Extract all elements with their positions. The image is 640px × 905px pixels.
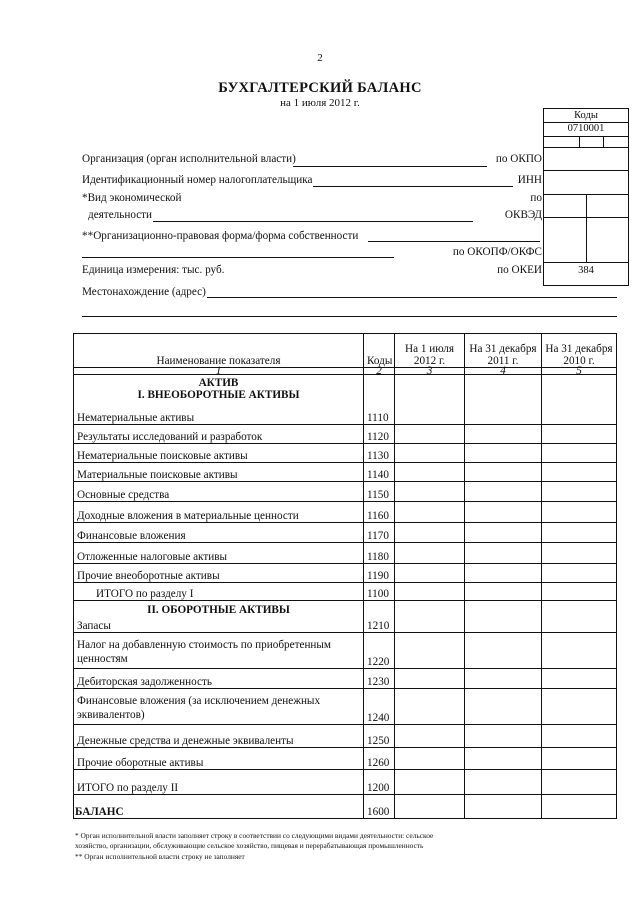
value-cell[interactable] bbox=[542, 633, 617, 669]
table-header-row bbox=[74, 334, 617, 368]
section-1-title: I. ВНЕОБОРОТНЫЕ АКТИВЫ bbox=[74, 389, 364, 405]
okopf-label: по ОКОПФ/ОКФС bbox=[452, 246, 542, 258]
value-cell[interactable] bbox=[395, 689, 465, 725]
organization-field[interactable] bbox=[293, 166, 487, 167]
row-name: Прочие внеоборотные активы bbox=[74, 564, 364, 583]
table-row bbox=[74, 633, 617, 669]
value-cell[interactable] bbox=[395, 543, 465, 564]
section-2-title: II. ОБОРОТНЫЕ АКТИВЫ bbox=[74, 601, 364, 616]
legal-form-label: **Организационно-правовая форма/форма собственности bbox=[82, 230, 359, 242]
row-code: 1160 bbox=[364, 502, 395, 523]
table-row bbox=[74, 482, 617, 502]
row-code: 1130 bbox=[364, 444, 395, 463]
codes-box bbox=[543, 122, 629, 286]
header-name: Наименование показателя bbox=[74, 334, 364, 368]
page-number: 2 bbox=[317, 52, 323, 64]
row-code: 1250 bbox=[364, 725, 395, 748]
row-code: 1260 bbox=[364, 748, 395, 770]
activity-label-1: *Вид экономической bbox=[82, 192, 182, 204]
row-code: 1110 bbox=[364, 405, 395, 425]
value-cell[interactable] bbox=[465, 482, 542, 502]
organization-label: Организация (орган исполнительной власти) bbox=[82, 153, 296, 165]
value-cell[interactable] bbox=[542, 689, 617, 725]
okpo-label: по ОКПО bbox=[495, 153, 542, 165]
location-label: Местонахождение (адрес) bbox=[82, 286, 206, 298]
row-name: Денежные средства и денежные эквиваленты bbox=[74, 725, 364, 748]
value-cell[interactable] bbox=[395, 770, 465, 795]
row-name: Материальные поисковые активы bbox=[74, 463, 364, 482]
value-cell[interactable] bbox=[542, 405, 617, 425]
row-name: Основные средства bbox=[74, 482, 364, 502]
inn-label: ИНН bbox=[517, 174, 542, 186]
location-field-2[interactable] bbox=[82, 316, 617, 317]
value-cell[interactable] bbox=[542, 725, 617, 748]
value-cell[interactable] bbox=[465, 689, 542, 725]
row-code: 1120 bbox=[364, 425, 395, 444]
value-cell[interactable] bbox=[395, 502, 465, 523]
form-date: на 1 июля 2012 г. bbox=[280, 97, 360, 109]
table-row bbox=[74, 543, 617, 564]
value-cell[interactable] bbox=[465, 770, 542, 795]
value-cell[interactable] bbox=[542, 543, 617, 564]
footnote-3: ** Орган исполнительной власти строку не заполняет bbox=[75, 852, 245, 861]
value-cell[interactable] bbox=[542, 770, 617, 795]
table-row bbox=[74, 616, 617, 633]
table-row bbox=[74, 463, 617, 482]
value-cell[interactable] bbox=[395, 583, 465, 601]
value-cell[interactable] bbox=[542, 748, 617, 770]
value-cell[interactable] bbox=[542, 425, 617, 444]
codes-header: Коды bbox=[543, 108, 629, 123]
row-name: БАЛАНС bbox=[74, 795, 364, 819]
row-name: Финансовые вложения bbox=[74, 523, 364, 543]
value-cell[interactable] bbox=[465, 633, 542, 669]
value-cell[interactable] bbox=[395, 425, 465, 444]
row-name: Финансовые вложения (за исключением денежных эквивалентов) bbox=[74, 689, 364, 725]
row-name: Прочие оборотные активы bbox=[74, 748, 364, 770]
row-name: Отложенные налоговые активы bbox=[74, 543, 364, 564]
index-cell: 5 bbox=[542, 368, 617, 375]
value-cell[interactable] bbox=[542, 795, 617, 819]
table-row bbox=[74, 405, 617, 425]
row-code: 1600 bbox=[364, 795, 395, 819]
table-row bbox=[74, 425, 617, 444]
header-col3: На 31 декабря 2010 г. bbox=[542, 334, 617, 368]
value-cell[interactable] bbox=[542, 616, 617, 633]
table-row-balance bbox=[74, 795, 617, 819]
index-cell: 1 bbox=[74, 368, 364, 375]
form-code: 0710001 bbox=[567, 123, 605, 134]
table-row-total bbox=[74, 770, 617, 795]
legal-form-field[interactable] bbox=[368, 241, 540, 242]
value-cell[interactable] bbox=[465, 748, 542, 770]
value-cell[interactable] bbox=[465, 425, 542, 444]
value-cell[interactable] bbox=[542, 564, 617, 583]
value-cell[interactable] bbox=[542, 669, 617, 689]
value-cell[interactable] bbox=[395, 725, 465, 748]
inn-label-left: Идентификационный номер налогоплательщика bbox=[82, 174, 313, 186]
value-cell[interactable] bbox=[465, 583, 542, 601]
value-cell[interactable] bbox=[542, 444, 617, 463]
value-cell[interactable] bbox=[395, 405, 465, 425]
index-cell: 2 bbox=[364, 368, 395, 375]
row-name: Запасы bbox=[74, 616, 364, 633]
row-name: Доходные вложения в материальные ценности bbox=[74, 502, 364, 523]
section-asset-row bbox=[74, 375, 617, 389]
value-cell[interactable] bbox=[395, 482, 465, 502]
value-cell[interactable] bbox=[395, 463, 465, 482]
row-code: 1100 bbox=[364, 583, 395, 601]
value-cell[interactable] bbox=[465, 669, 542, 689]
section-1-row bbox=[74, 389, 617, 405]
value-cell[interactable] bbox=[395, 669, 465, 689]
row-name: Нематериальные активы bbox=[74, 405, 364, 425]
row-code: 1240 bbox=[364, 689, 395, 725]
value-cell[interactable] bbox=[395, 564, 465, 583]
value-cell[interactable] bbox=[465, 564, 542, 583]
row-code: 1150 bbox=[364, 482, 395, 502]
value-cell[interactable] bbox=[465, 795, 542, 819]
table-row bbox=[74, 748, 617, 770]
header-code: Коды bbox=[364, 334, 395, 368]
value-cell[interactable] bbox=[395, 616, 465, 633]
table-row bbox=[74, 564, 617, 583]
unit-label: Единица измерения: тыс. руб. bbox=[82, 264, 225, 276]
table-row bbox=[74, 444, 617, 463]
table-row bbox=[74, 669, 617, 689]
table-row bbox=[74, 502, 617, 523]
value-cell[interactable] bbox=[465, 543, 542, 564]
value-cell[interactable] bbox=[465, 444, 542, 463]
location-field[interactable] bbox=[207, 297, 617, 298]
value-cell[interactable] bbox=[395, 748, 465, 770]
row-code: 1200 bbox=[364, 770, 395, 795]
value-cell[interactable] bbox=[542, 502, 617, 523]
inn-field[interactable] bbox=[313, 186, 513, 187]
table-row-total bbox=[74, 583, 617, 601]
po-label: по bbox=[530, 192, 542, 204]
row-name: Налог на добавленную стоимость по приобретенным ценностям bbox=[74, 633, 364, 669]
row-name: ИТОГО по разделу I bbox=[74, 583, 364, 601]
table-index-row bbox=[74, 368, 617, 375]
row-code: 1170 bbox=[364, 523, 395, 543]
header-col2: На 31 декабря 2011 г. bbox=[465, 334, 542, 368]
value-cell[interactable] bbox=[395, 795, 465, 819]
row-code: 1210 bbox=[364, 616, 395, 633]
activity-field[interactable] bbox=[153, 221, 473, 222]
row-code: 1180 bbox=[364, 543, 395, 564]
value-cell[interactable] bbox=[465, 405, 542, 425]
section-asset: АКТИВ bbox=[74, 375, 364, 389]
okved-label: ОКВЭД bbox=[504, 209, 542, 221]
table-row bbox=[74, 523, 617, 543]
value-cell[interactable] bbox=[542, 463, 617, 482]
okei-code-value: 384 bbox=[578, 265, 594, 276]
value-cell[interactable] bbox=[465, 502, 542, 523]
row-name: Результаты исследований и разработок bbox=[74, 425, 364, 444]
footnote-1: * Орган исполнительной власти заполняет строку в соответствии со следующими видами деятельности: сельское bbox=[75, 831, 434, 840]
legal-form-field-2[interactable] bbox=[82, 257, 394, 258]
value-cell[interactable] bbox=[395, 444, 465, 463]
index-cell: 3 bbox=[395, 368, 465, 375]
row-name: ИТОГО по разделу II bbox=[74, 770, 364, 795]
value-cell[interactable] bbox=[465, 616, 542, 633]
header-col1: На 1 июля 2012 г. bbox=[395, 334, 465, 368]
row-code: 1140 bbox=[364, 463, 395, 482]
value-cell[interactable] bbox=[465, 523, 542, 543]
value-cell[interactable] bbox=[542, 482, 617, 502]
row-code: 1190 bbox=[364, 564, 395, 583]
activity-label-2: деятельности bbox=[88, 209, 153, 221]
row-name: Дебиторская задолженность bbox=[74, 669, 364, 689]
value-cell[interactable] bbox=[395, 633, 465, 669]
footnote-2: хозяйство, организации, обслуживающие сельское хозяйство, пищевая и перерабатывающая промышленность bbox=[75, 841, 424, 850]
row-code: 1220 bbox=[364, 633, 395, 669]
section-2-row bbox=[74, 601, 617, 616]
table-row bbox=[74, 725, 617, 748]
row-code: 1230 bbox=[364, 669, 395, 689]
value-cell[interactable] bbox=[542, 523, 617, 543]
value-cell[interactable] bbox=[465, 725, 542, 748]
value-cell[interactable] bbox=[465, 463, 542, 482]
balance-table bbox=[73, 333, 617, 819]
value-cell[interactable] bbox=[395, 523, 465, 543]
row-name: Нематериальные поисковые активы bbox=[74, 444, 364, 463]
form-title: БУХГАЛТЕРСКИЙ БАЛАНС bbox=[218, 80, 422, 96]
value-cell[interactable] bbox=[542, 583, 617, 601]
okei-label: по ОКЕИ bbox=[497, 264, 542, 276]
table-row bbox=[74, 689, 617, 725]
index-cell: 4 bbox=[465, 368, 542, 375]
